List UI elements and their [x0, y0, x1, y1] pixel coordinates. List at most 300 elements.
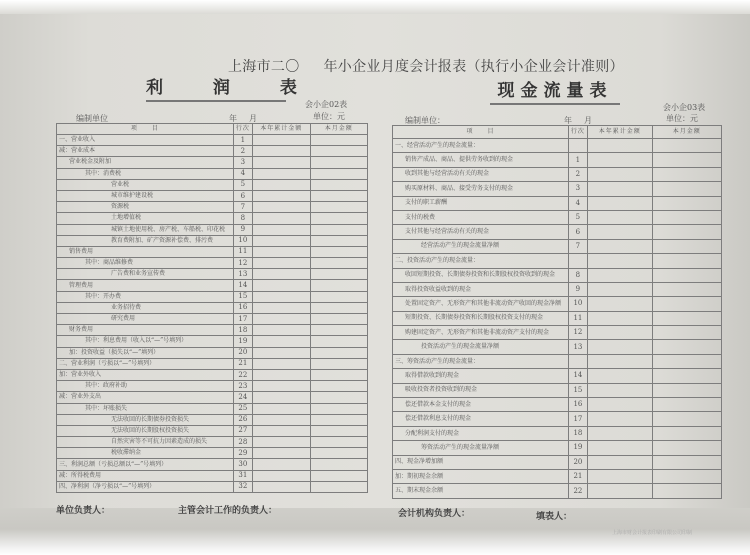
row-item-label: 四、净利润（净亏损以“—”号填列）: [57, 481, 234, 492]
ytd-amount-cell[interactable]: [587, 412, 652, 426]
year-label: 年: [229, 114, 237, 123]
table-row: [393, 225, 722, 239]
month-amount-cell[interactable]: [652, 239, 721, 253]
table-row: [57, 302, 368, 313]
month-amount-cell[interactable]: [652, 153, 721, 167]
row-item-label: 研究费用: [57, 314, 234, 325]
ytd-amount-cell[interactable]: [252, 358, 310, 369]
ytd-amount-cell[interactable]: [252, 291, 310, 302]
table-row: [57, 246, 368, 257]
month-label: 月: [584, 116, 592, 125]
row-item-label: 业务招待费: [57, 302, 234, 313]
table-header-row: [393, 126, 722, 139]
row-line-number: 2: [233, 146, 252, 157]
month-amount-cell[interactable]: [310, 437, 367, 448]
ytd-amount-cell[interactable]: [252, 235, 310, 246]
row-item-label: 加：投资收益（损失以“—”填列）: [57, 347, 234, 358]
month-amount-cell[interactable]: [652, 469, 721, 483]
row-line-number: 5: [568, 210, 587, 224]
row-line-number: 9: [233, 224, 252, 235]
row-item-label: 四、现金净增加额: [393, 455, 569, 469]
row-line-number: 2: [568, 167, 587, 181]
row-line-number: 8: [568, 268, 587, 282]
ytd-amount-cell[interactable]: [252, 403, 310, 414]
row-line-number: 1: [233, 135, 252, 146]
ytd-amount-cell[interactable]: [252, 381, 310, 392]
col-header-month: 本月金额: [310, 124, 367, 135]
month-amount-cell[interactable]: [652, 196, 721, 210]
row-line-number: 30: [233, 459, 252, 470]
month-amount-cell[interactable]: [310, 302, 367, 313]
row-line-number: 20: [233, 347, 252, 358]
ytd-amount-cell[interactable]: [252, 414, 310, 425]
ytd-amount-cell[interactable]: [587, 383, 652, 397]
main-title-right: 年小企业月度会计报表（执行小企业会计准则）: [323, 59, 624, 75]
row-item-label: 吸收投资者投资收到的现金: [393, 383, 569, 397]
row-item-label: 二、营业利润（亏损以“—”号填列）: [57, 358, 234, 369]
row-item-label: 加：营业外收入: [57, 369, 234, 380]
month-amount-cell[interactable]: [652, 282, 721, 296]
month-amount-cell[interactable]: [652, 182, 721, 196]
row-line-number: 14: [233, 280, 252, 291]
ytd-amount-cell[interactable]: [587, 398, 652, 412]
row-item-label: 资源税: [57, 202, 234, 213]
row-item-label: 偿还借款利息支付的现金: [393, 412, 569, 426]
col-header-line: 行次: [568, 126, 587, 139]
month-amount-cell[interactable]: [652, 441, 721, 455]
ytd-amount-cell[interactable]: [587, 239, 652, 253]
table-row: [57, 314, 368, 325]
row-item-label: 其中：利息费用（收入以“—”号填列）: [57, 336, 234, 347]
row-line-number: 8: [233, 213, 252, 224]
row-item-label: 经营活动产生的现金流量净额: [393, 239, 569, 253]
row-line-number: 22: [233, 369, 252, 380]
row-line-number: 21: [233, 358, 252, 369]
cash-flow-table: [392, 125, 722, 499]
table-row: [57, 224, 368, 235]
table-row: [57, 481, 368, 492]
row-line-number: 11: [568, 311, 587, 325]
accounting-supervisor-signature: 主管会计工作的负责人：: [178, 506, 278, 516]
ytd-amount-cell[interactable]: [587, 167, 652, 181]
row-item-label: 取得借款收到的现金: [393, 369, 569, 383]
ytd-amount-cell[interactable]: [252, 425, 310, 436]
row-item-label: 其中：商品维修费: [57, 258, 234, 269]
ytd-amount-cell[interactable]: [252, 369, 310, 380]
table-header-row: [57, 124, 368, 135]
month-amount-cell[interactable]: [310, 168, 367, 179]
table-row: [57, 213, 368, 224]
row-line-number: 20: [568, 455, 587, 469]
table-row: [57, 190, 368, 201]
row-item-label: 分配利润支付的现金: [393, 426, 569, 440]
ytd-amount-cell[interactable]: [252, 459, 310, 470]
row-line-number: [568, 354, 587, 368]
table-row: [57, 258, 368, 269]
row-line-number: 12: [233, 258, 252, 269]
row-line-number: 14: [568, 369, 587, 383]
table-row: [57, 358, 368, 369]
row-item-label: 三、利润总额（亏损总额以“—”号填列）: [57, 459, 234, 470]
ytd-amount-cell[interactable]: [587, 182, 652, 196]
ytd-amount-cell[interactable]: [587, 340, 652, 354]
row-line-number: 22: [568, 484, 587, 498]
month-amount-cell[interactable]: [310, 146, 367, 157]
row-line-number: 19: [233, 336, 252, 347]
table-row: [393, 398, 722, 412]
month-amount-cell[interactable]: [652, 369, 721, 383]
ytd-amount-cell[interactable]: [587, 210, 652, 224]
table-row: [393, 455, 722, 469]
month-amount-cell[interactable]: [310, 369, 367, 380]
month-amount-cell[interactable]: [310, 280, 367, 291]
month-amount-cell[interactable]: [652, 254, 721, 268]
ytd-amount-cell[interactable]: [587, 455, 652, 469]
ytd-amount-cell[interactable]: [587, 282, 652, 296]
ytd-amount-cell[interactable]: [252, 437, 310, 448]
row-item-label: 减：营业成本: [57, 146, 234, 157]
profit-statement-table: [56, 123, 368, 493]
ytd-amount-cell[interactable]: [252, 280, 310, 291]
row-item-label: 城市维护建设税: [57, 190, 234, 201]
row-item-label: 加：期初现金余额: [393, 469, 569, 483]
row-line-number: 12: [568, 326, 587, 340]
ytd-amount-cell[interactable]: [252, 202, 310, 213]
row-line-number: 25: [233, 403, 252, 414]
row-item-label: 销售费用: [57, 246, 234, 257]
table-row: [393, 182, 722, 196]
ytd-amount-cell[interactable]: [587, 196, 652, 210]
row-line-number: 18: [233, 325, 252, 336]
year-label: 年: [564, 116, 572, 125]
table-row: [393, 196, 722, 210]
row-item-label: 偿还借款本金支付的现金: [393, 398, 569, 412]
row-line-number: 32: [233, 481, 252, 492]
table-row: [57, 325, 368, 336]
row-item-label: 销售产成品、商品、提供劳务收到的现金: [393, 153, 569, 167]
table-row: [57, 135, 368, 146]
row-item-label: 减：所得税费用: [57, 470, 234, 481]
month-amount-cell[interactable]: [310, 381, 367, 392]
row-item-label: 财务费用: [57, 325, 234, 336]
row-line-number: 16: [568, 398, 587, 412]
month-amount-cell[interactable]: [310, 213, 367, 224]
row-line-number: 19: [568, 441, 587, 455]
month-amount-cell[interactable]: [310, 325, 367, 336]
ytd-amount-cell[interactable]: [587, 311, 652, 325]
row-item-label: 其中：消费税: [57, 168, 234, 179]
table-row: [57, 179, 368, 190]
row-item-label: 支付其他与经营活动有关的现金: [393, 225, 569, 239]
month-amount-cell[interactable]: [652, 426, 721, 440]
main-title-left: 上海市二〇: [228, 59, 300, 75]
row-line-number: 10: [233, 235, 252, 246]
month-amount-cell[interactable]: [652, 225, 721, 239]
ytd-amount-cell[interactable]: [252, 246, 310, 257]
row-item-label: 筹资活动产生的现金流量净额: [393, 441, 569, 455]
month-amount-cell[interactable]: [310, 403, 367, 414]
row-item-label: 支付的职工薪酬: [393, 196, 569, 210]
col-header-month: 本月金额: [652, 126, 721, 139]
month-amount-cell[interactable]: [310, 202, 367, 213]
ytd-amount-cell[interactable]: [252, 314, 310, 325]
row-line-number: 18: [568, 426, 587, 440]
ytd-amount-cell[interactable]: [252, 302, 310, 313]
ytd-amount-cell[interactable]: [252, 347, 310, 358]
ytd-amount-cell[interactable]: [587, 484, 652, 498]
table-row: [393, 383, 722, 397]
row-item-label: 土地增值税: [57, 213, 234, 224]
table-row: [57, 403, 368, 414]
row-item-label: 广告费和业务宣传费: [57, 269, 234, 280]
table-row: [57, 425, 368, 436]
table-row: [393, 167, 722, 181]
unit-head-signature: 单位负责人：: [56, 506, 111, 516]
row-line-number: 13: [233, 269, 252, 280]
table-row: [393, 441, 722, 455]
month-amount-cell[interactable]: [310, 246, 367, 257]
row-item-label: 其中：开办费: [57, 291, 234, 302]
month-amount-cell[interactable]: [652, 297, 721, 311]
month-amount-cell[interactable]: [310, 269, 367, 280]
cash-flow-title: 现金流量表: [490, 76, 620, 105]
table-row: [57, 381, 368, 392]
row-line-number: 17: [233, 314, 252, 325]
ytd-amount-cell[interactable]: [252, 168, 310, 179]
row-item-label: 营业税: [57, 179, 234, 190]
row-line-number: 5: [233, 179, 252, 190]
row-item-label: 购建固定资产、无形资产和其他非流动资产支付的现金: [393, 326, 569, 340]
row-line-number: 9: [568, 282, 587, 296]
month-amount-cell[interactable]: [652, 210, 721, 224]
month-amount-cell[interactable]: [310, 135, 367, 146]
table-row: [57, 202, 368, 213]
month-amount-cell[interactable]: [310, 224, 367, 235]
table-row: [393, 268, 722, 282]
col-header-ytd: 本年累计金额: [587, 126, 652, 139]
table-row: [393, 426, 722, 440]
month-amount-cell[interactable]: [310, 179, 367, 190]
main-title: [228, 56, 624, 76]
row-line-number: 29: [233, 448, 252, 459]
ytd-amount-cell[interactable]: [252, 448, 310, 459]
month-amount-cell[interactable]: [652, 354, 721, 368]
month-amount-cell[interactable]: [310, 347, 367, 358]
row-line-number: 28: [233, 437, 252, 448]
row-line-number: 31: [233, 470, 252, 481]
prepared-by-label: 编制单位: [76, 114, 108, 123]
month-amount-cell[interactable]: [652, 383, 721, 397]
table-row: [57, 437, 368, 448]
month-amount-cell[interactable]: [310, 235, 367, 246]
month-amount-cell[interactable]: [652, 139, 721, 153]
row-line-number: 7: [233, 202, 252, 213]
table-row: [393, 311, 722, 325]
row-item-label: 无法收回的长期股权投资损失: [57, 425, 234, 436]
row-item-label: 购买原材料、商品、接受劳务支付的现金: [393, 182, 569, 196]
ytd-amount-cell[interactable]: [252, 392, 310, 403]
table-row: [393, 210, 722, 224]
row-item-label: 管理费用: [57, 280, 234, 291]
ytd-amount-cell[interactable]: [252, 224, 310, 235]
row-item-label: 一、经营活动产生的现金流量：: [393, 139, 569, 153]
row-item-label: 五、期末现金余额: [393, 484, 569, 498]
table-row: [393, 297, 722, 311]
cash-unit: 单位：元: [666, 114, 698, 123]
ytd-amount-cell[interactable]: [587, 254, 652, 268]
row-line-number: 6: [233, 190, 252, 201]
month-amount-cell[interactable]: [652, 412, 721, 426]
row-line-number: 15: [233, 291, 252, 302]
month-amount-cell[interactable]: [310, 425, 367, 436]
ytd-amount-cell[interactable]: [252, 269, 310, 280]
printer-note: 上海市财会计报表印刷有限公司印制: [612, 530, 693, 536]
ytd-amount-cell[interactable]: [252, 157, 310, 168]
month-amount-cell[interactable]: [652, 455, 721, 469]
row-line-number: 3: [568, 182, 587, 196]
col-header-item: 项 目: [393, 126, 569, 139]
month-amount-cell[interactable]: [310, 459, 367, 470]
month-amount-cell[interactable]: [310, 314, 367, 325]
ytd-amount-cell[interactable]: [587, 469, 652, 483]
cash-form-no: 会小企03表: [663, 103, 706, 112]
row-line-number: 27: [233, 425, 252, 436]
ytd-amount-cell[interactable]: [587, 268, 652, 282]
row-item-label: 二、投资活动产生的现金流量：: [393, 254, 569, 268]
month-amount-cell[interactable]: [310, 157, 367, 168]
row-item-label: 支付的税费: [393, 210, 569, 224]
row-line-number: 4: [568, 196, 587, 210]
table-row: [393, 254, 722, 268]
ytd-amount-cell[interactable]: [252, 190, 310, 201]
col-header-item: 项 目: [57, 124, 234, 135]
table-row: [57, 414, 368, 425]
row-line-number: [568, 139, 587, 153]
ytd-amount-cell[interactable]: [587, 297, 652, 311]
table-row: [57, 448, 368, 459]
month-amount-cell[interactable]: [310, 358, 367, 369]
accounting-dept-head-signature: 会计机构负责人：: [398, 509, 471, 519]
profit-form-no: 会小企02表: [305, 100, 348, 109]
ytd-amount-cell[interactable]: [252, 213, 310, 224]
row-item-label: 税收滞纳金: [57, 448, 234, 459]
row-line-number: 15: [568, 383, 587, 397]
row-line-number: 16: [233, 302, 252, 313]
row-line-number: 17: [568, 412, 587, 426]
table-row: [393, 469, 722, 483]
table-row: [393, 484, 722, 498]
col-header-ytd: 本年累计金额: [252, 124, 310, 135]
month-amount-cell[interactable]: [652, 340, 721, 354]
ytd-amount-cell[interactable]: [252, 481, 310, 492]
ytd-amount-cell[interactable]: [587, 225, 652, 239]
month-amount-cell[interactable]: [652, 398, 721, 412]
table-row: [393, 412, 722, 426]
row-item-label: 城镇土地使用税、房产税、车船税、印花税: [57, 224, 234, 235]
ytd-amount-cell[interactable]: [587, 354, 652, 368]
row-item-label: 收回短期投资、长期债券投资和长期股权投资收到的现金: [393, 268, 569, 282]
table-row: [57, 470, 368, 481]
row-item-label: 三、筹资活动产生的现金流量：: [393, 354, 569, 368]
table-row: [393, 282, 722, 296]
row-line-number: 3: [233, 157, 252, 168]
table-row: [393, 139, 722, 153]
preparer-signature: 填表人：: [536, 512, 573, 522]
ytd-amount-cell[interactable]: [252, 325, 310, 336]
row-item-label: 其中：坏账损失: [57, 403, 234, 414]
row-line-number: 26: [233, 414, 252, 425]
row-item-label: 处置固定资产、无形资产和其他非流动资产收回的现金净额: [393, 297, 569, 311]
month-amount-cell[interactable]: [310, 470, 367, 481]
table-row: [57, 157, 368, 168]
ytd-amount-cell[interactable]: [587, 139, 652, 153]
ytd-amount-cell[interactable]: [587, 441, 652, 455]
month-amount-cell[interactable]: [310, 392, 367, 403]
ytd-amount-cell[interactable]: [252, 336, 310, 347]
table-row: [57, 269, 368, 280]
table-row: [57, 291, 368, 302]
ytd-amount-cell[interactable]: [587, 326, 652, 340]
table-row: [57, 168, 368, 179]
table-row: [393, 326, 722, 340]
table-row: [57, 280, 368, 291]
row-item-label: 取得投资收益收到的现金: [393, 282, 569, 296]
ytd-amount-cell[interactable]: [252, 135, 310, 146]
month-amount-cell[interactable]: [310, 291, 367, 302]
month-amount-cell[interactable]: [310, 414, 367, 425]
col-header-line: 行次: [233, 124, 252, 135]
ytd-amount-cell[interactable]: [252, 146, 310, 157]
row-item-label: 教育费附加、矿产资源补偿费、排污费: [57, 235, 234, 246]
ytd-amount-cell[interactable]: [252, 179, 310, 190]
row-item-label: 投资活动产生的现金流量净额: [393, 340, 569, 354]
month-amount-cell[interactable]: [652, 167, 721, 181]
month-amount-cell[interactable]: [310, 448, 367, 459]
table-row: [57, 347, 368, 358]
table-row: [57, 146, 368, 157]
month-amount-cell[interactable]: [652, 326, 721, 340]
month-label: 月: [249, 114, 257, 123]
row-item-label: 短期投资、长期债券投资和长期股权投资支付的现金: [393, 311, 569, 325]
month-amount-cell[interactable]: [310, 190, 367, 201]
month-amount-cell[interactable]: [652, 268, 721, 282]
ytd-amount-cell[interactable]: [252, 258, 310, 269]
row-line-number: 23: [233, 381, 252, 392]
table-row: [393, 340, 722, 354]
row-item-label: 自然灾害等不可抗力因素造成的损失: [57, 437, 234, 448]
ytd-amount-cell[interactable]: [587, 426, 652, 440]
ytd-amount-cell[interactable]: [587, 153, 652, 167]
table-row: [57, 235, 368, 246]
profit-statement-title: 利 润 表: [146, 73, 286, 102]
row-line-number: 4: [233, 168, 252, 179]
ytd-amount-cell[interactable]: [252, 470, 310, 481]
table-row: [393, 354, 722, 368]
ytd-amount-cell[interactable]: [587, 369, 652, 383]
table-row: [57, 392, 368, 403]
table-row: [57, 459, 368, 470]
month-amount-cell[interactable]: [652, 311, 721, 325]
row-item-label: 营业税金及附加: [57, 157, 234, 168]
row-item-label: 收到其他与经营活动有关的现金: [393, 167, 569, 181]
row-line-number: 21: [568, 469, 587, 483]
month-amount-cell[interactable]: [310, 481, 367, 492]
row-item-label: 一、营业收入: [57, 135, 234, 146]
month-amount-cell[interactable]: [310, 336, 367, 347]
month-amount-cell[interactable]: [652, 484, 721, 498]
table-row: [393, 153, 722, 167]
month-amount-cell[interactable]: [310, 258, 367, 269]
